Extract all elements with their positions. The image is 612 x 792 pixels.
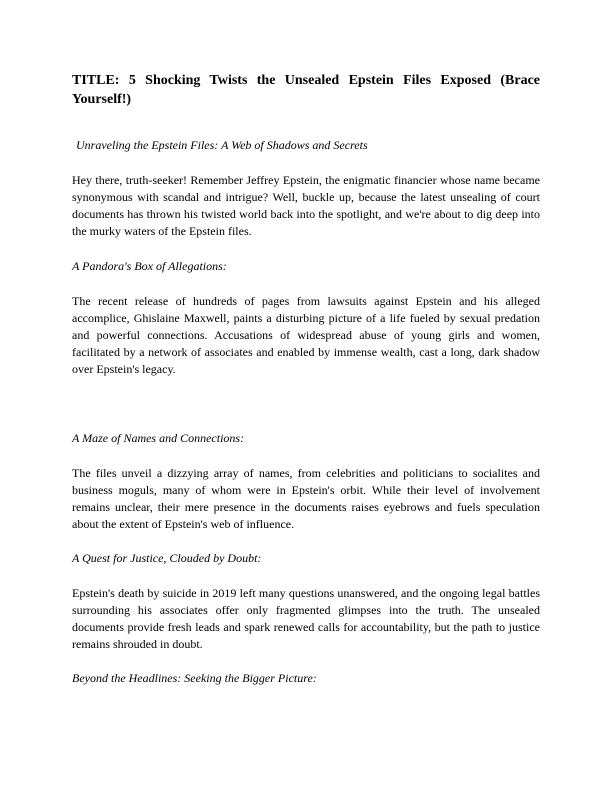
section-paragraph-justice: Epstein's death by suicide in 2019 left many questions unanswered, and the ongoing legal battles surrounding his associates offer only fragmented glimpses into the truth. The unsealed documents provide fresh leads and spark renewed calls for accountability, but the path to justice remains shrouded in doubt. [72, 586, 540, 651]
section-heading-quest-for-justice: A Quest for Justice, Clouded by Doubt: [72, 551, 262, 565]
document-title: TITLE: 5 Shocking Twists the Unsealed Epstein Files Exposed (Brace Yourself!) [72, 73, 540, 107]
section-paragraph-connections: The files unveil a dizzying array of names, from celebrities and politicians to socialites and business moguls, many of whom were in Epstein's orbit. While their level of involvement remains unclear, their mere presence in the documents raises eyebrows and fuels speculation about the extent of Epstein's web of influence. [72, 466, 540, 531]
section-paragraph-allegations: The recent release of hundreds of pages from lawsuits against Epstein and his alleged accomplice, Ghislaine Maxwell, paints a disturbing picture of a life fueled by sexual predation and powerful connections. Accusations of widespread abuse of young girls and women, facilitated by a network of associates and enabled by immense wealth, cast a long, dark shadow over Epstein's legacy. [72, 294, 540, 376]
section-paragraph-intro: Hey there, truth-seeker! Remember Jeffrey Epstein, the enigmatic financier whose name became synonymous with scandal and intrigue? Well, buckle up, because the latest unsealing of court documents has thrown his twisted world back into the spotlight, and we're about to dig deep into the murky waters of the Epstein files. [72, 173, 540, 238]
section-heading-unraveling: Unraveling the Epstein Files: A Web of Shadows and Secrets [76, 138, 368, 152]
section-heading-pandoras-box: A Pandora's Box of Allegations: [72, 259, 227, 273]
section-heading-beyond-headlines: Beyond the Headlines: Seeking the Bigger Picture: [72, 671, 317, 685]
section-heading-maze-of-names: A Maze of Names and Connections: [72, 431, 245, 445]
